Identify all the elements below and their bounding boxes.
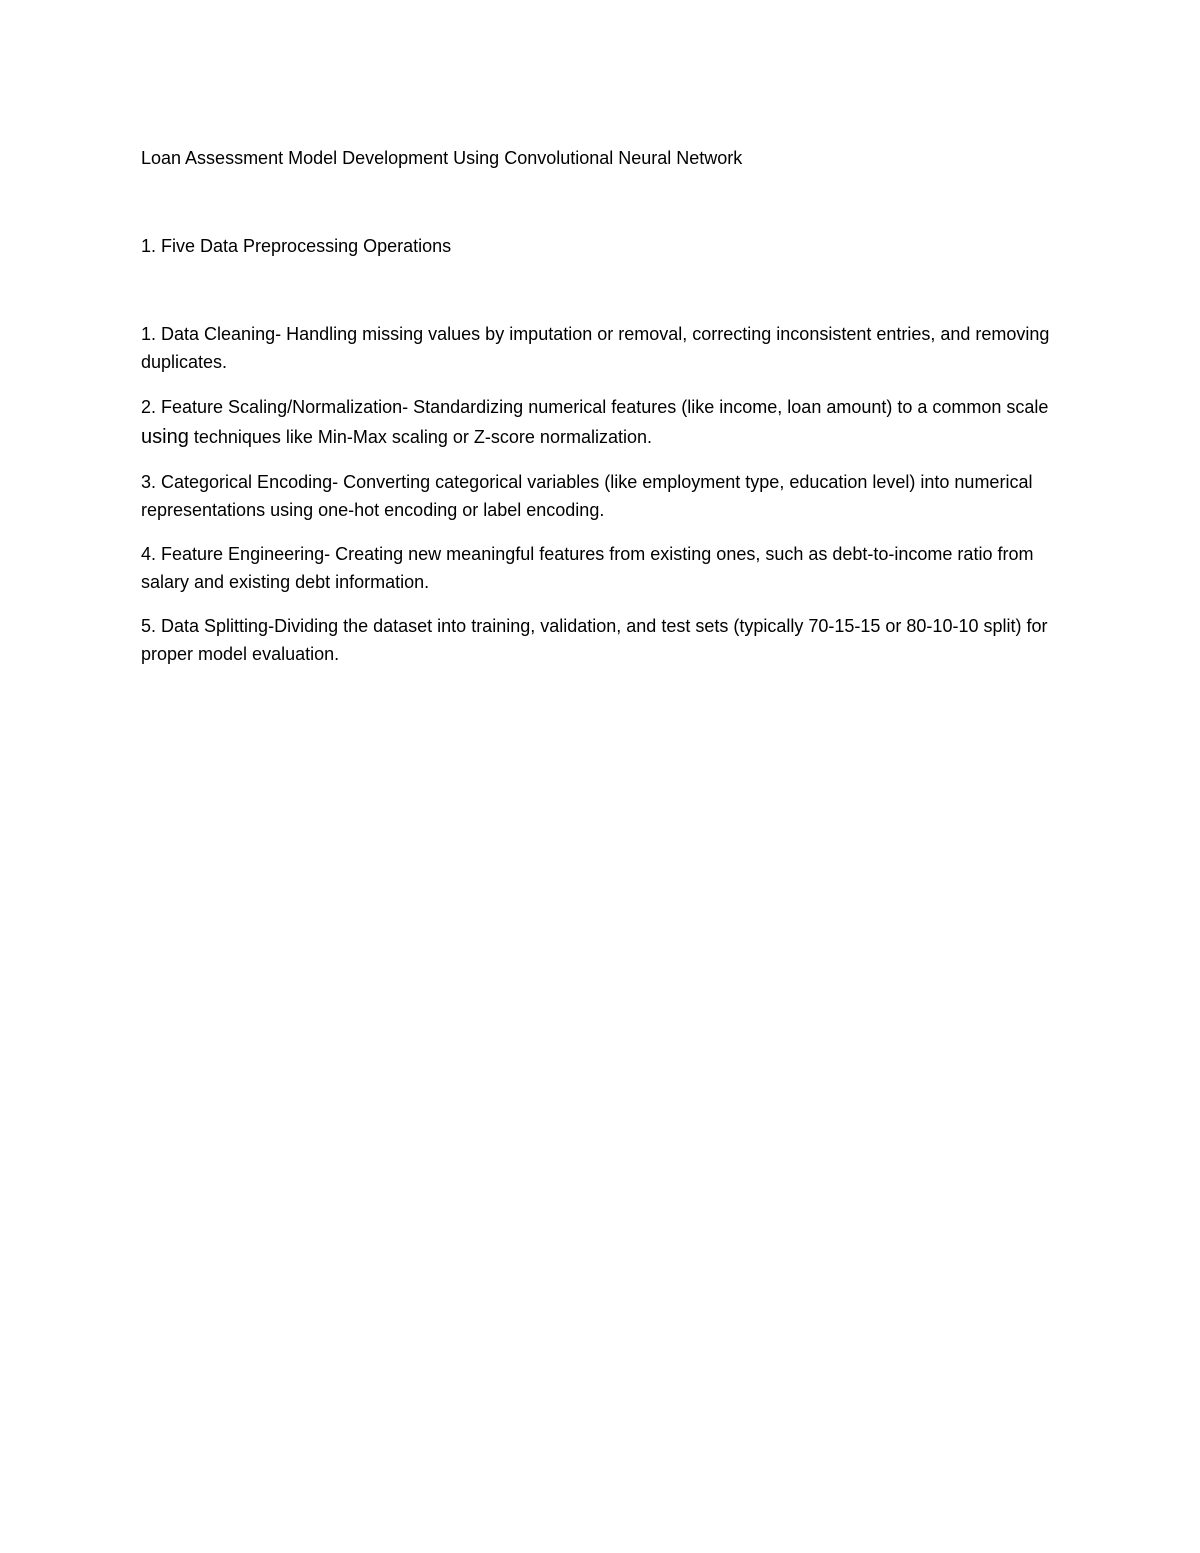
preprocessing-operations-list: [141, 320, 1056, 668]
operation-item-data-cleaning: 1. Data Cleaning- Handling missing values by imputation or removal, correcting inconsistent entries, and removing duplicates.: [141, 324, 1050, 372]
section-heading: 1. Five Data Preprocessing Operations: [141, 236, 452, 256]
operation-text-part: techniques like Min-Max scaling or Z-score normalization.: [188, 427, 652, 447]
operation-text-part: 2. Feature Scaling/Normalization- Standardizing numerical features (like income, loan amount) to a common scale: [141, 397, 1049, 417]
operation-item-data-splitting: 5. Data Splitting-Dividing the dataset into training, validation, and test sets (typically 70-15-15 or 80-10-10 split) for proper model evaluation.: [141, 616, 1048, 664]
operation-item-feature-engineering: 4. Feature Engineering- Creating new meaningful features from existing ones, such as debt-to-income ratio from salary and existing debt information.: [141, 544, 1034, 592]
document-title: Loan Assessment Model Development Using Convolutional Neural Network: [141, 148, 743, 168]
document-body: [141, 144, 1056, 684]
operation-item-categorical-encoding: 3. Categorical Encoding- Converting categorical variables (like employment type, education level) into numerical representations using one-hot encoding or label encoding.: [141, 472, 1033, 520]
operation-item-feature-scaling: [141, 392, 1056, 452]
emphasized-word: using: [141, 426, 189, 448]
